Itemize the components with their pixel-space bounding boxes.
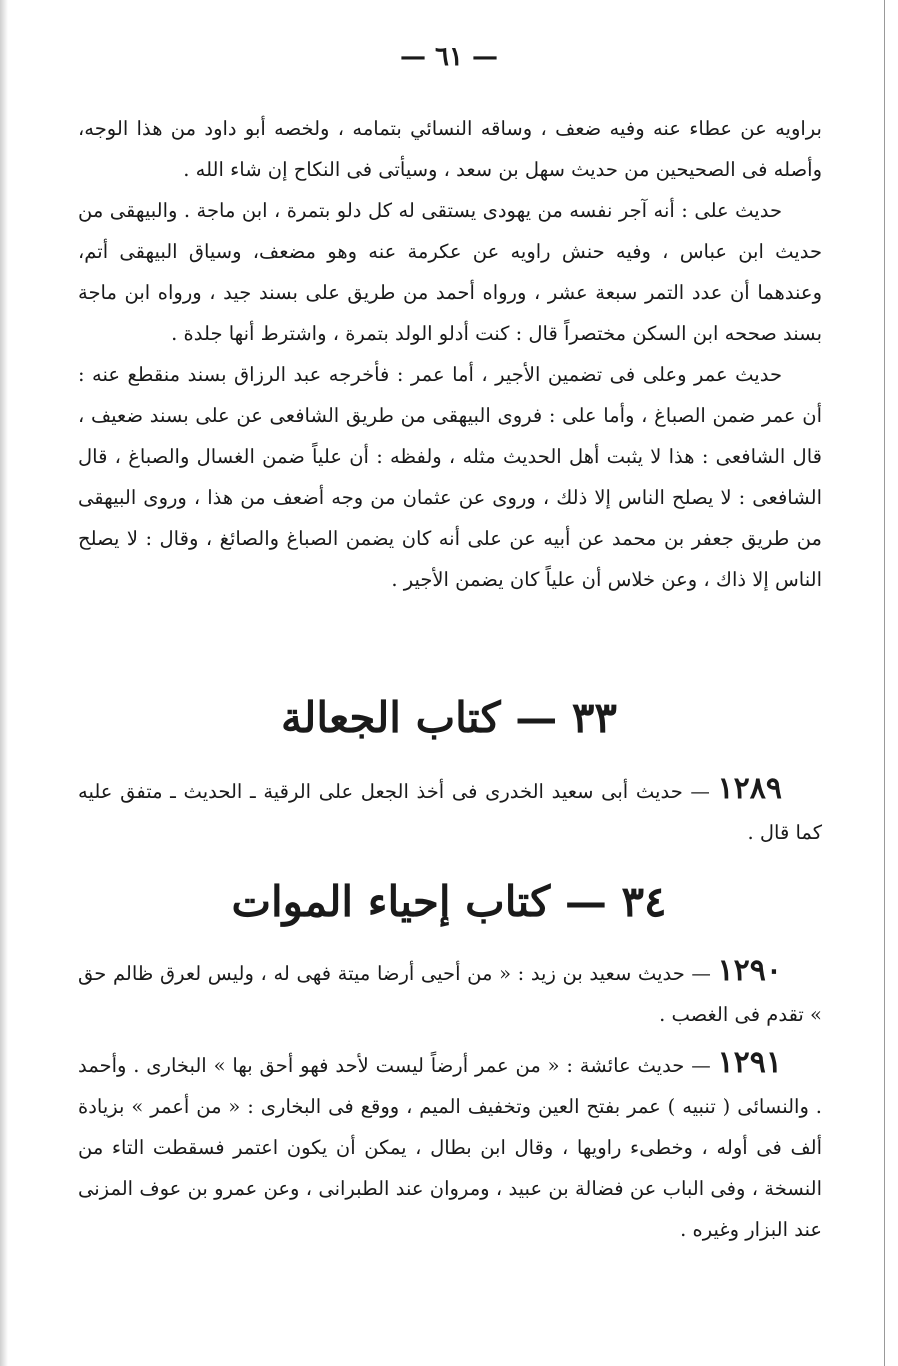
section-hadith-continuation bbox=[78, 108, 822, 600]
page-right-edge-line bbox=[884, 0, 885, 1366]
entry-number: ١٢٩١ bbox=[717, 1045, 782, 1080]
entry-1289 bbox=[78, 768, 822, 853]
paragraph-1: براويه عن عطاء عنه وفيه ضعف ، وساقه النسائي بتمامه ، ولخصه أبو داود من هذا الوجه، وأصله فى الصحيحين من حديث سهل بن سعد ، وسيأتى فى النكاح إن شاء الله . bbox=[78, 117, 822, 181]
entry-1291 bbox=[78, 1042, 822, 1250]
chapter-heading-ihya-al-mawat: ٣٤ — كتاب إحياء الموات bbox=[231, 877, 667, 926]
paragraph-2: حديث على : أنه آجر نفسه من يهودى يستقى له كل دلو بتمرة ، ابن ماجة . والبيهقى من حديث ابن عباس ، وفيه حنش راويه عن عكرمة عنه وهو مضعف، وسياق البيهقى أتم، وعندهما أن عدد التمر سبعة عشر ، ورواه أحمد من طريق على بسند جيد ، ورواه ابن ماجة بسند صححه ابن السكن مختصراً قال : كنت أدلو الولد بتمرة ، واشترط أنها جلدة . bbox=[78, 199, 822, 345]
entry-number: ١٢٩٠ bbox=[717, 953, 782, 988]
entry-text: — حديث عائشة : « من عمر أرضاً ليست لأحد فهو أحق بها » البخارى . وأحمد . والنسائى ( تنبيه ) عمر بفتح العين وتخفيف الميم ، ووقع فى البخارى : « من أعمر » بزيادة ألف فى أوله ، وخطىء راويها ، وقال ابن بطال ، يمكن أن يكون اعتمر فسقطت التاء من النسخة ، وفى الباب عن فضالة بن عبيد ، ومروان عند الطبرانى ، وعن عمرو بن عوف المزنى عند البزار وغيره . bbox=[78, 1054, 822, 1241]
page-number: — ٦١ — bbox=[399, 42, 499, 72]
paragraph-3: حديث عمر وعلى فى تضمين الأجير ، أما عمر : فأخرجه عبد الرزاق بسند منقطع عنه : أن عمر ضمن الصباغ ، وأما على : فروى البيهقى من طريق الشافعى عن على بسند ضعيف ، قال الشافعى : هذا لا يثبت أهل الحديث مثله ، ولفظه : أن علياً ضمن الغسال والصباغ ، قال الشافعى : لا يصلح الناس إلا ذلك ، وروى عن عثمان من وجه أضعف من هذا ، وروى البيهقى من طريق جعفر بن محمد عن أبيه عن على أنه كان يضمن الصباغ والصائغ ، وقال : لا يصلح الناس إلا ذاك ، وعن خلاس أن علياً كان يضمن الأجير . bbox=[78, 363, 822, 591]
entry-number: ١٢٨٩ bbox=[717, 771, 782, 806]
entry-1290 bbox=[78, 950, 822, 1035]
entry-text: — حديث أبى سعيد الخدرى فى أخذ الجعل على الرقية ـ الحديث ـ متفق عليه كما قال . bbox=[78, 780, 822, 844]
page-left-edge-shadow bbox=[0, 0, 8, 1366]
entry-text: — حديث سعيد بن زيد : « من أحيى أرضا ميتة فهى له ، وليس لعرق ظالم حق » تقدم فى الغصب . bbox=[78, 962, 822, 1026]
chapter-heading-jaala: ٣٣ — كتاب الجعالة bbox=[281, 693, 617, 742]
